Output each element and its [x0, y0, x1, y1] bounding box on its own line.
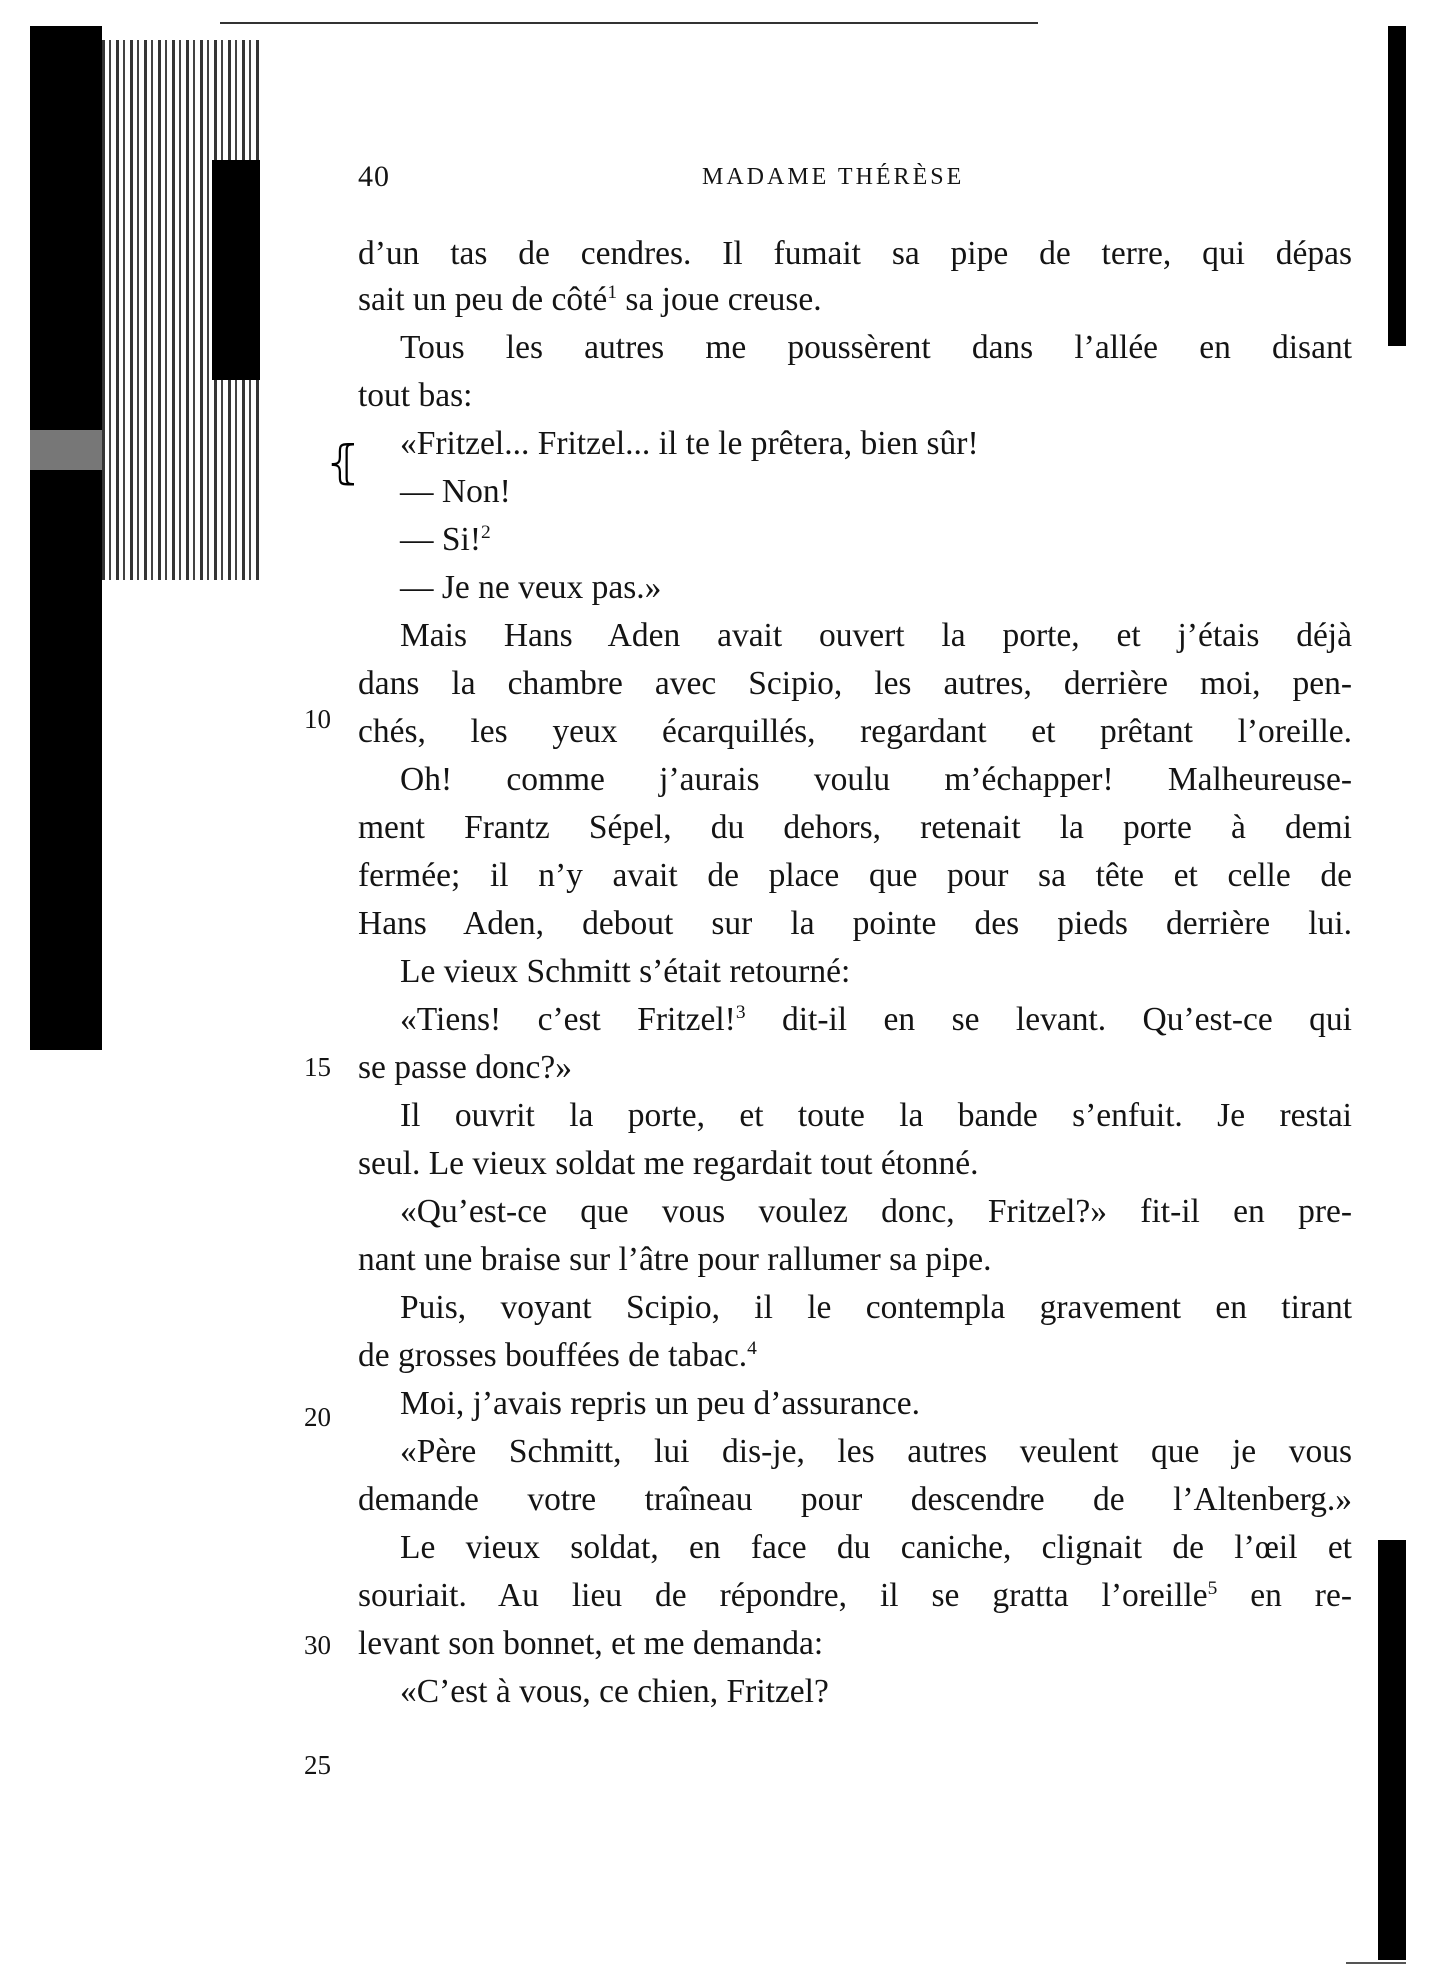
- line-number-30: 30: [304, 1630, 331, 1660]
- scan-edge-shadow-right-bottom: [1378, 1540, 1406, 1960]
- text-line: «Père Schmitt, lui dis-je, les autres veulent que je vous: [400, 1433, 1352, 1470]
- text-line: Le vieux Schmitt s’était retourné:: [400, 953, 851, 990]
- line-text: de grosses bouffées de tabac.: [358, 1337, 748, 1374]
- line-text: «Tiens! c’est Fritzel!: [400, 1001, 736, 1038]
- text-line: demande votre traîneau pour descendre de l’Altenberg.»: [358, 1481, 1352, 1518]
- text-line: ment Frantz Sépel, du dehors, retenait la porte à demi: [358, 809, 1352, 846]
- text-line: [400, 994, 1352, 1046]
- page-number: 40: [358, 160, 390, 193]
- text-line: Le vieux soldat, en face du caniche, clignait de l’œil et: [400, 1529, 1352, 1566]
- line-text: dit-il en se levant. Qu’est-ce qui: [745, 1001, 1352, 1038]
- text-line: levant son bonnet, et me demanda:: [358, 1625, 824, 1662]
- scan-edge-shadow-right-top: [1388, 26, 1406, 346]
- line-text: en re-: [1217, 1577, 1352, 1614]
- line-text: souriait. Au lieu de répondre, il se gratta l’oreille: [358, 1577, 1208, 1614]
- text-line: — Non!: [400, 473, 511, 510]
- text-line: chés, les yeux écarquillés, regardant et prêtant l’oreille.: [358, 713, 1352, 750]
- text-line: nant une braise sur l’âtre pour rallumer sa pipe.: [358, 1241, 992, 1278]
- margin-bracket-mark: ⦃: [326, 437, 360, 488]
- text-line: dans la chambre avec Scipio, les autres, derrière moi, pen-: [358, 665, 1352, 702]
- scan-top-rule: [220, 22, 1038, 24]
- scan-edge-block-left: [212, 160, 260, 380]
- text-line: Hans Aden, debout sur la pointe des pieds derrière lui.: [358, 905, 1352, 942]
- footnote-ref: 4: [747, 1337, 757, 1359]
- line-number-25: 25: [304, 1750, 331, 1780]
- text-line: Puis, voyant Scipio, il le contempla gravement en tirant: [400, 1289, 1352, 1326]
- line-number-10: 10: [304, 704, 331, 734]
- text-line: «Qu’est-ce que vous voulez donc, Fritzel?» fit-il en pre-: [400, 1193, 1352, 1230]
- text-line: seul. Le vieux soldat me regardait tout étonné.: [358, 1145, 979, 1182]
- text-line: d’un tas de cendres. Il fumait sa pipe de terre, qui dépas: [358, 235, 1352, 272]
- running-head: MADAME THÉRÈSE: [702, 164, 965, 190]
- scan-edge-shadow-left: [30, 26, 102, 1050]
- scan-bottom-rule: [1346, 1962, 1406, 1964]
- text-line: Tous les autres me poussèrent dans l’allée en disant: [400, 329, 1352, 366]
- footnote-ref: 1: [607, 281, 618, 303]
- text-line: Mais Hans Aden avait ouvert la porte, et j’étais déjà: [400, 617, 1352, 654]
- line-text: sait un peu de côté: [358, 281, 608, 318]
- footnote-ref: 5: [1207, 1577, 1218, 1599]
- text-line: «C’est à vous, ce chien, Fritzel?: [400, 1673, 829, 1710]
- text-line: — Je ne veux pas.»: [400, 569, 662, 606]
- text-line: Moi, j’avais repris un peu d’assurance.: [400, 1385, 921, 1422]
- text-line: se passe donc?»: [358, 1049, 572, 1086]
- text-line: [358, 1570, 1352, 1622]
- line-number-20: 20: [304, 1402, 331, 1432]
- scan-edge-gray-left: [30, 430, 102, 470]
- text-line: tout bas:: [358, 377, 473, 414]
- text-line: fermée; il n’y avait de place que pour sa tête et celle de: [358, 857, 1352, 894]
- text-line: [358, 274, 1352, 326]
- footnote-ref: 3: [735, 1001, 746, 1023]
- text-line: Il ouvrit la porte, et toute la bande s’enfuit. Je restai: [400, 1097, 1352, 1134]
- footnote-ref: 2: [480, 521, 491, 543]
- text-line: Oh! comme j’aurais voulu m’échapper! Malheureuse-: [400, 761, 1352, 798]
- line-text: sa joue creuse.: [617, 281, 822, 318]
- text-line: [358, 1330, 1352, 1382]
- text-line: [400, 514, 1352, 566]
- line-text: — Si!: [400, 521, 481, 558]
- text-line: «Fritzel... Fritzel... il te le prêtera, bien sûr!: [400, 425, 979, 462]
- line-number-15: 15: [304, 1052, 331, 1082]
